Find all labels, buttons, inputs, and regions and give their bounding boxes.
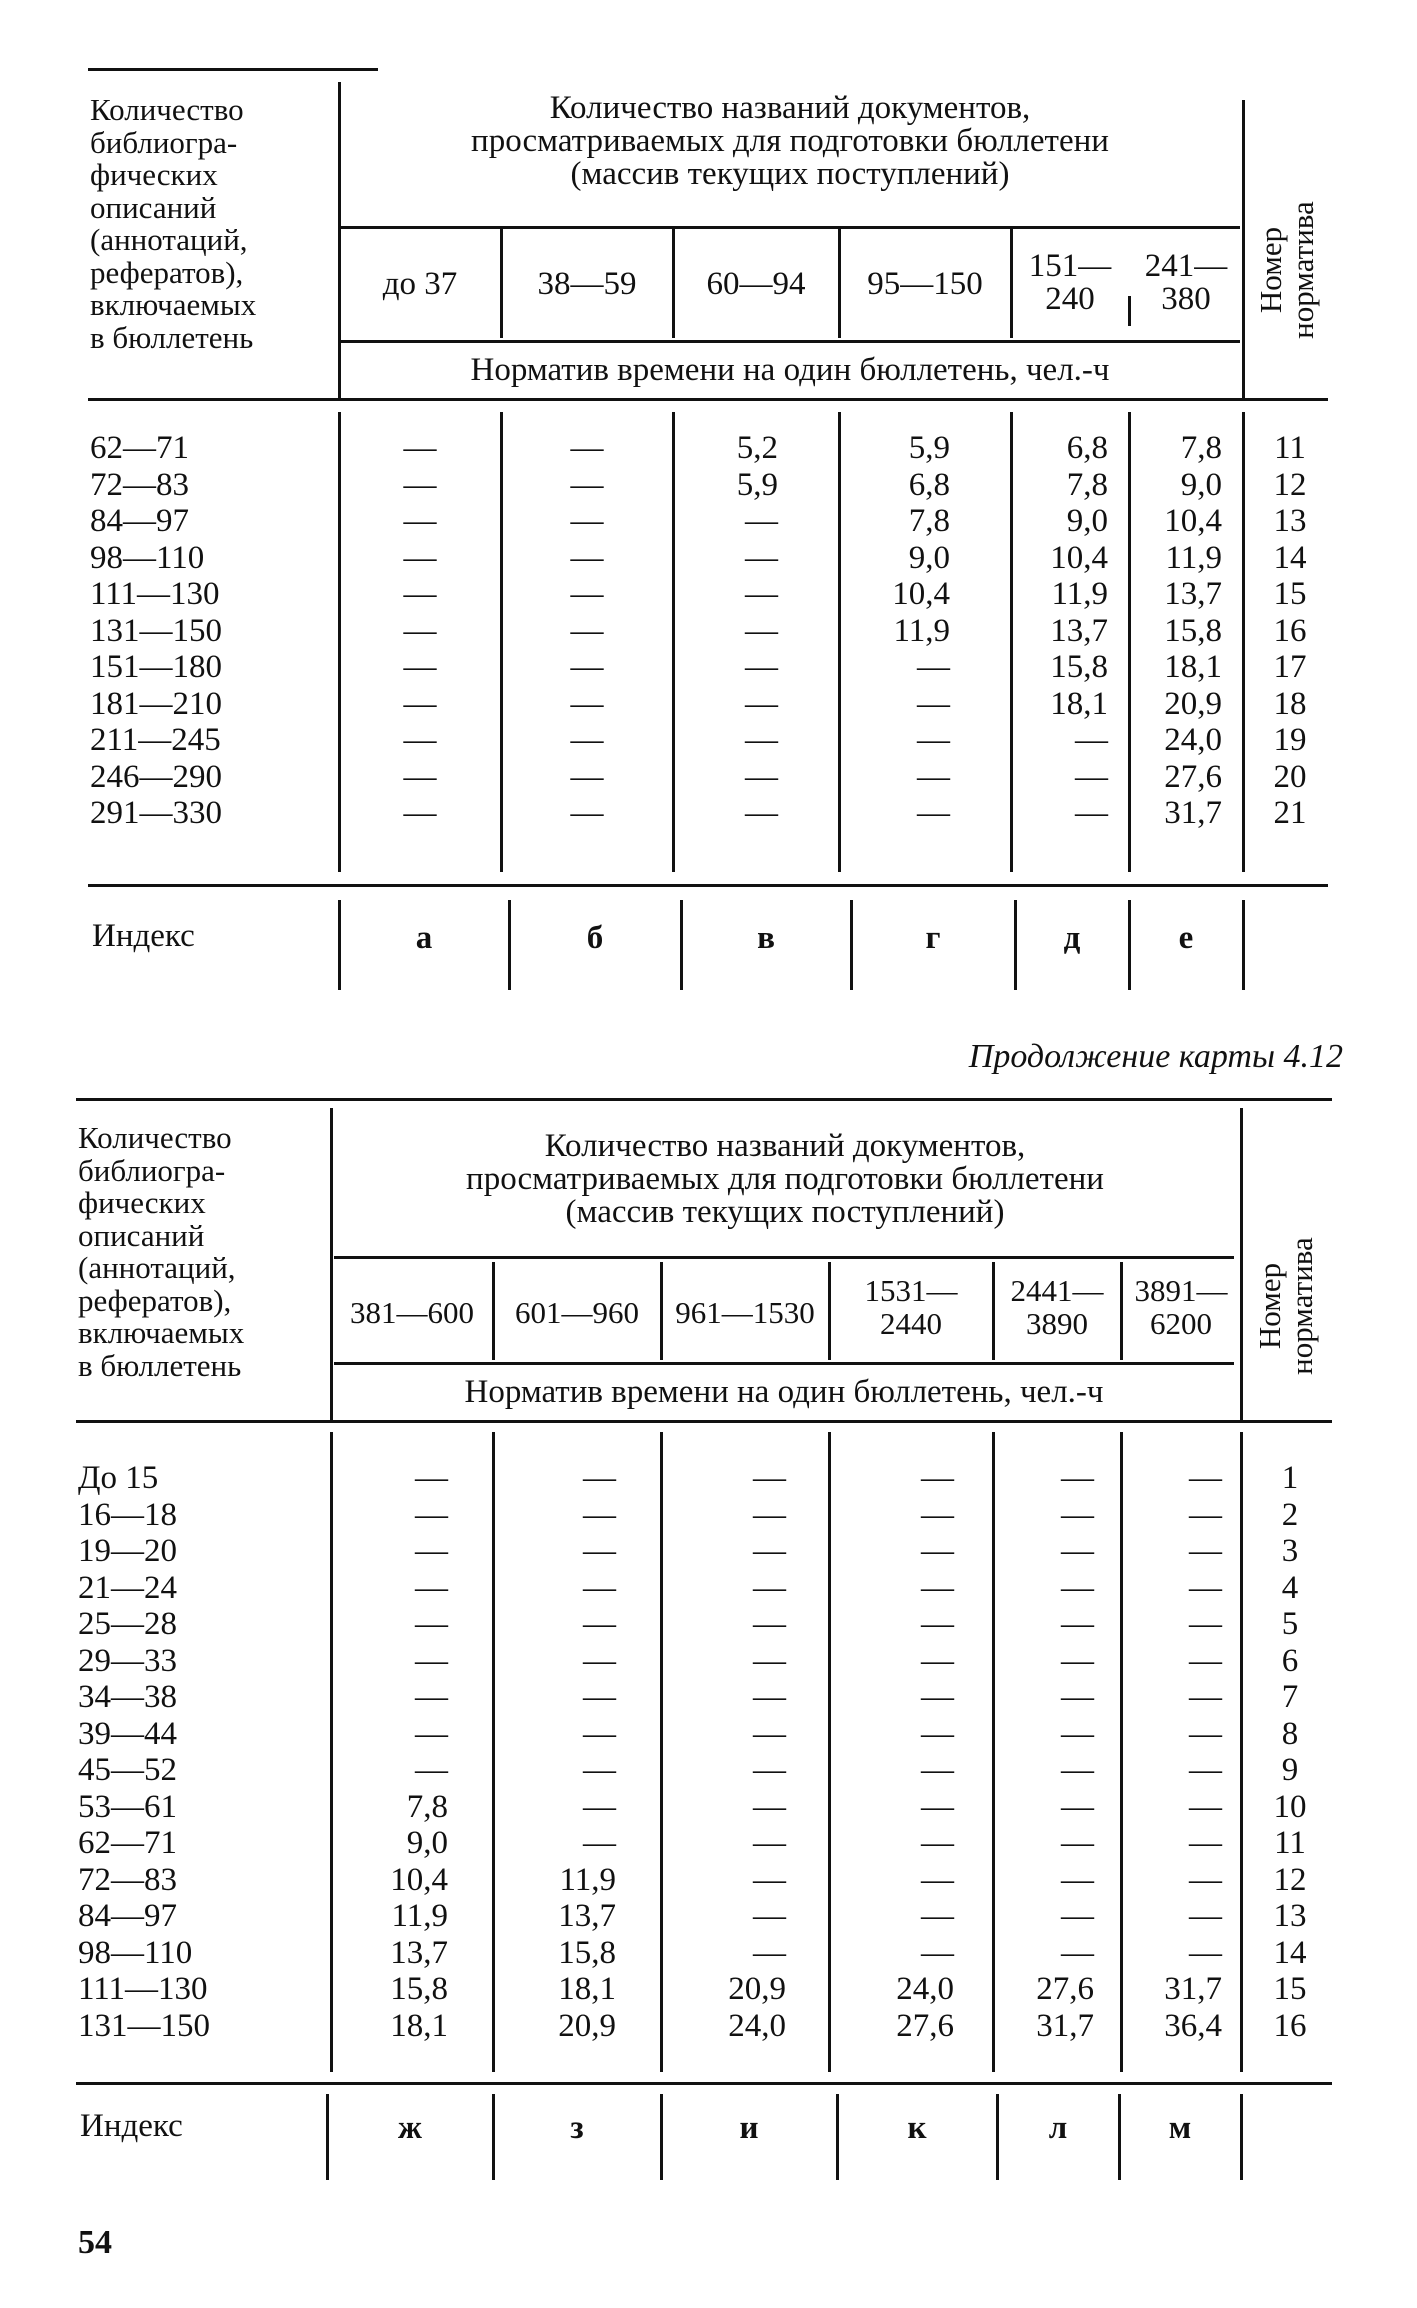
table1-divider bbox=[1242, 412, 1245, 872]
page-number: 54 bbox=[78, 2224, 112, 2261]
table1-col-header: 60—94 bbox=[706, 266, 806, 302]
table2-col-header: 601—960 bbox=[515, 1295, 639, 1330]
table2-rule bbox=[76, 2082, 1332, 2085]
table1-rule bbox=[88, 884, 1328, 887]
table2-column-values: — — — — — — — — — — — — — — 27,6 31,7 bbox=[1036, 1460, 1094, 2044]
table1-number-header: Номер норматива bbox=[1253, 201, 1320, 339]
table1-index-cell: а bbox=[415, 920, 433, 956]
table1-norm-label: Норматив времени на один бюллетень, чел.-ч bbox=[470, 352, 1110, 388]
table2-rule bbox=[334, 1362, 1234, 1365]
table2-group-header: Количество названий документов, просматриваемых для подготовки бюллетени (массив текущих поступлений) bbox=[466, 1128, 1104, 1230]
table2-index-label: Индекс bbox=[80, 2108, 183, 2144]
table1-col-header: 241— 380 bbox=[1144, 248, 1228, 317]
table2-index-cell: м bbox=[1168, 2110, 1192, 2146]
table2-column-values: — — — — — — — — — 7,8 9,0 10,4 11,9 13,7 15,8 18,1 bbox=[390, 1460, 448, 2044]
table1-column-values: 7,8 9,0 10,4 11,9 13,7 15,8 18,1 20,9 24,0 27,6 31,7 bbox=[1164, 430, 1222, 831]
table2-divider bbox=[1240, 1432, 1243, 2072]
table2-index-cell: з bbox=[570, 2110, 584, 2146]
table2-number-header: Номер норматива bbox=[1252, 1237, 1319, 1375]
table2-index-cell: к bbox=[907, 2110, 927, 2146]
table2-norm-numbers: 1 2 3 4 5 6 7 8 9 10 11 12 13 14 15 16 bbox=[1273, 1460, 1307, 2044]
table1-column-values: 5,9 6,8 7,8 9,0 10,4 11,9 — — — — — bbox=[892, 430, 950, 831]
table2-divider bbox=[1240, 1108, 1243, 1420]
table2-divider bbox=[330, 1108, 333, 1420]
table1-rule bbox=[340, 340, 1240, 343]
table1-column-values: — — — — — — — — — — — bbox=[403, 430, 437, 831]
table1-row-labels: 62—71 72—83 84—97 98—110 111—130 131—150 151—180 181—210 211—245 246—290 291—330 bbox=[90, 430, 222, 831]
continuation-caption: Продолжение карты 4.12 bbox=[968, 1038, 1343, 1075]
table1-divider bbox=[1242, 900, 1245, 990]
table2-column-values: — — — — — — — — — — — — — — 24,0 27,6 bbox=[896, 1460, 954, 2044]
table1-rule bbox=[88, 398, 1328, 401]
table2-col-header: 961—1530 bbox=[675, 1295, 815, 1330]
table2-col-header: 3891— 6200 bbox=[1134, 1273, 1228, 1341]
table1-index-cell: д bbox=[1063, 920, 1081, 956]
table1-col-header: 95—150 bbox=[867, 266, 983, 302]
table2-divider bbox=[1240, 2094, 1243, 2180]
table2-index-cell: и bbox=[739, 2110, 759, 2146]
table1-group-header: Количество названий документов, просматриваемых для подготовки бюллетени (массив текущих поступлений) bbox=[471, 90, 1109, 192]
table1-column-values: 5,2 5,9 — — — — — — — — — bbox=[736, 430, 778, 831]
table2-top-rule bbox=[76, 1098, 1332, 1101]
table1-index-cell: г bbox=[925, 920, 941, 956]
table2-col-header: 2441— 3890 bbox=[1010, 1273, 1104, 1341]
table2-rule bbox=[76, 1420, 1332, 1423]
table2-col-header: 381—600 bbox=[350, 1295, 474, 1330]
table1-col-header: 151— 240 bbox=[1028, 248, 1112, 317]
table1-norm-numbers: 11 12 13 14 15 16 17 18 19 20 21 bbox=[1273, 430, 1307, 831]
table2-index-cell: л bbox=[1048, 2110, 1068, 2146]
table1-index-cell: в bbox=[757, 920, 775, 956]
table2-row-header: Количество библиогра- фических описаний (аннотаций, рефератов), включаемых в бюллетень bbox=[78, 1120, 245, 1383]
table2-rule bbox=[334, 1256, 1234, 1259]
table1-index-label: Индекс bbox=[92, 918, 195, 954]
table2-column-values: — — — — — — — — — — — — — — 20,9 24,0 bbox=[728, 1460, 786, 2044]
table2-column-values: — — — — — — — — — — — — — — 31,7 36,4 bbox=[1164, 1460, 1222, 2044]
table1-top-rule bbox=[88, 68, 378, 71]
table2-row-labels: До 15 16—18 19—20 21—24 25—28 29—33 34—38 39—44 45—52 53—61 62—71 72—83 84—97 98—110 111—130 131—150 bbox=[78, 1460, 210, 2044]
table2-norm-label: Норматив времени на один бюллетень, чел.-ч bbox=[464, 1374, 1104, 1410]
table1-col-header: до 37 bbox=[382, 266, 458, 302]
table1-index-cell: е bbox=[1178, 920, 1194, 956]
table1-index-cell: б bbox=[586, 920, 604, 956]
table1-column-values: — — — — — — — — — — — bbox=[570, 430, 604, 831]
table1-divider bbox=[1242, 100, 1245, 400]
table1-column-values: 6,8 7,8 9,0 10,4 11,9 13,7 15,8 18,1 — — — bbox=[1050, 430, 1108, 831]
table2-column-values: — — — — — — — — — — — 11,9 13,7 15,8 18,1 20,9 bbox=[558, 1460, 616, 2044]
table2-col-header: 1531— 2440 bbox=[864, 1273, 958, 1341]
table2-index-cell: ж bbox=[398, 2110, 422, 2146]
table1-col-header: 38—59 bbox=[537, 266, 637, 302]
table1-row-header: Количество библиогра- фических описаний (аннотаций, рефератов), включаемых в бюллетень bbox=[90, 92, 257, 355]
table1-rule bbox=[340, 226, 1240, 229]
